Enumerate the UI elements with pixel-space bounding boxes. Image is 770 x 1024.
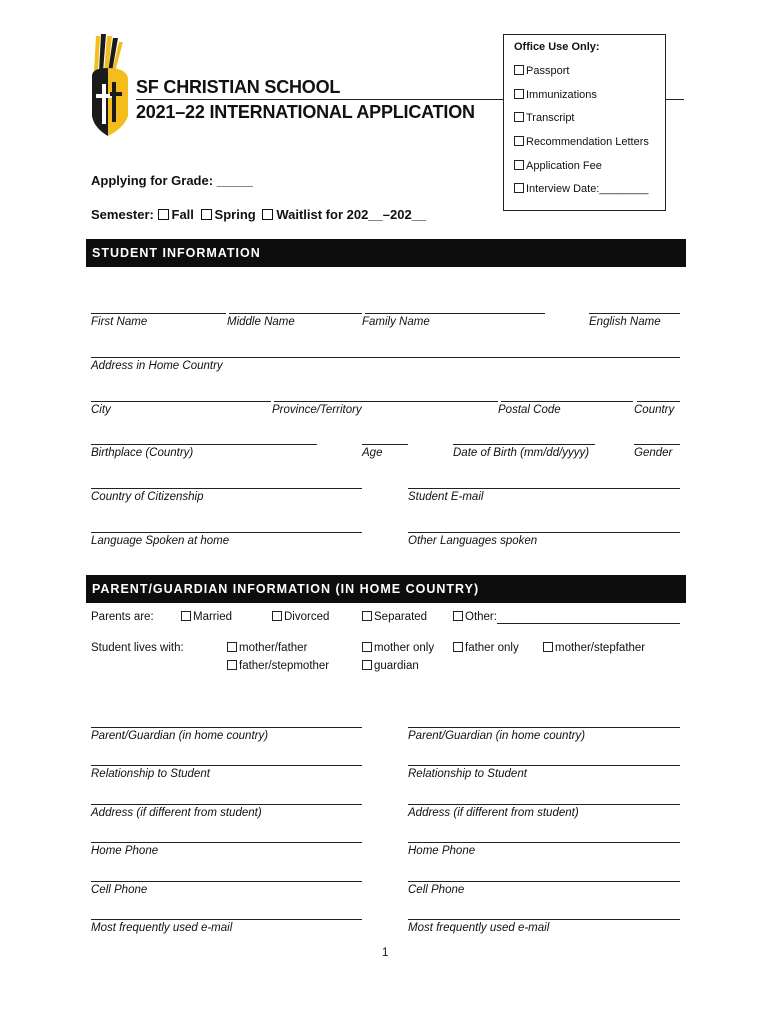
home-phone-2-label: Home Phone (408, 845, 476, 857)
guardian-address-1-label: Address (if different from student) (91, 807, 262, 819)
office-item-interview-date[interactable]: Interview Date:________ (514, 183, 648, 195)
option-divorced[interactable]: Divorced (272, 611, 329, 623)
postal-code-label: Postal Code (498, 404, 561, 416)
relationship-1-label: Relationship to Student (91, 768, 210, 780)
guardian-1-label: Parent/Guardian (in home country) (91, 730, 269, 742)
school-logo (88, 32, 134, 138)
english-name-label: English Name (589, 316, 661, 328)
checkbox-icon[interactable] (181, 611, 191, 621)
home-phone-1-field[interactable] (91, 842, 362, 843)
checkbox-icon[interactable] (362, 642, 372, 652)
dob-label: Date of Birth (mm/dd/yyyy) (453, 447, 590, 459)
checkbox-icon[interactable] (362, 611, 372, 621)
office-item-application-fee[interactable]: Application Fee (514, 160, 602, 172)
school-name: SF CHRISTIAN SCHOOL (136, 77, 341, 97)
guardian-address-2-field[interactable] (408, 804, 680, 805)
age-field[interactable] (362, 444, 408, 445)
home-address-label: Address in Home Country (91, 360, 223, 372)
middle-name-label: Middle Name (227, 316, 295, 328)
other-languages-field[interactable] (408, 532, 680, 533)
option-married[interactable]: Married (181, 611, 232, 623)
language-home-field[interactable] (91, 532, 362, 533)
first-name-field[interactable] (91, 313, 226, 314)
guardian-email-1-label: Most frequently used e-mail (91, 922, 233, 934)
cell-phone-2-label: Cell Phone (408, 884, 465, 896)
checkbox-icon[interactable] (514, 65, 524, 75)
option-other[interactable]: Other: (453, 611, 497, 623)
cell-phone-2-field[interactable] (408, 881, 680, 882)
guardian-email-2-label: Most frequently used e-mail (408, 922, 550, 934)
home-address-field[interactable] (91, 357, 680, 358)
home-phone-2-field[interactable] (408, 842, 680, 843)
checkbox-icon[interactable] (514, 89, 524, 99)
option-father-only[interactable]: father only (453, 642, 519, 654)
province-label: Province/Territory (272, 404, 362, 416)
office-use-box (503, 34, 666, 211)
checkbox-icon[interactable] (514, 183, 524, 193)
checkbox-icon[interactable] (227, 660, 237, 670)
option-mother-stepfather[interactable]: mother/stepfather (543, 642, 645, 654)
checkbox-icon[interactable] (272, 611, 282, 621)
cell-phone-1-field[interactable] (91, 881, 362, 882)
option-mother-father[interactable]: mother/father (227, 642, 307, 654)
guardian-address-1-field[interactable] (91, 804, 362, 805)
birthplace-label: Birthplace (Country) (91, 447, 194, 459)
checkbox-icon[interactable] (514, 160, 524, 170)
office-use-title: Office Use Only: (514, 41, 600, 53)
grade-label: Applying for Grade: _____ (91, 173, 253, 188)
city-field[interactable] (91, 401, 271, 402)
parent-section-header: PARENT/GUARDIAN INFORMATION (IN HOME COUNTRY) (86, 575, 686, 603)
middle-name-field[interactable] (229, 313, 362, 314)
checkbox-icon[interactable] (201, 209, 212, 220)
guardian-1-field[interactable] (91, 727, 362, 728)
office-item-recommendation[interactable]: Recommendation Letters (514, 136, 649, 148)
guardian-2-label: Parent/Guardian (in home country) (408, 730, 586, 742)
province-field[interactable] (274, 401, 498, 402)
option-father-stepmother[interactable]: father/stepmother (227, 660, 329, 672)
country-field[interactable] (637, 401, 680, 402)
citizenship-label: Country of Citizenship (91, 491, 204, 503)
checkbox-icon[interactable] (453, 611, 463, 621)
first-name-label: First Name (91, 316, 148, 328)
checkbox-icon[interactable] (543, 642, 553, 652)
guardian-email-2-field[interactable] (408, 919, 680, 920)
country-label: Country (634, 404, 675, 416)
checkbox-icon[interactable] (514, 136, 524, 146)
other-languages-label: Other Languages spoken (408, 535, 538, 547)
checkbox-icon[interactable] (453, 642, 463, 652)
guardian-address-2-label: Address (if different from student) (408, 807, 579, 819)
option-separated[interactable]: Separated (362, 611, 427, 623)
relationship-2-label: Relationship to Student (408, 768, 527, 780)
semester-fall[interactable]: Fall (158, 207, 194, 222)
application-title: 2021–22 INTERNATIONAL APPLICATION (136, 102, 475, 122)
other-status-field[interactable] (497, 623, 680, 624)
checkbox-icon[interactable] (227, 642, 237, 652)
dob-field[interactable] (453, 444, 595, 445)
checkbox-icon[interactable] (514, 112, 524, 122)
semester-label: Semester: (91, 207, 154, 222)
option-mother-only[interactable]: mother only (362, 642, 434, 654)
guardian-email-1-field[interactable] (91, 919, 362, 920)
postal-code-field[interactable] (501, 401, 633, 402)
semester-spring[interactable]: Spring (201, 207, 256, 222)
page-number: 1 (382, 947, 389, 959)
option-guardian[interactable]: guardian (362, 660, 419, 672)
office-item-transcript[interactable]: Transcript (514, 112, 575, 124)
city-label: City (91, 404, 111, 416)
guardian-2-field[interactable] (408, 727, 680, 728)
language-home-label: Language Spoken at home (91, 535, 230, 547)
checkbox-icon[interactable] (362, 660, 372, 670)
office-item-immunizations[interactable]: Immunizations (514, 89, 597, 101)
grade-field[interactable]: _____ (216, 173, 253, 188)
parents-are-label: Parents are: (91, 611, 154, 623)
english-name-field[interactable] (589, 313, 680, 314)
gender-label: Gender (634, 447, 673, 459)
student-email-label: Student E-mail (408, 491, 484, 503)
relationship-1-field[interactable] (91, 765, 362, 766)
gender-field[interactable] (634, 444, 680, 445)
cell-phone-1-label: Cell Phone (91, 884, 148, 896)
relationship-2-field[interactable] (408, 765, 680, 766)
family-name-field[interactable] (365, 313, 545, 314)
age-label: Age (362, 447, 383, 459)
family-name-label: Family Name (362, 316, 430, 328)
checkbox-icon[interactable] (158, 209, 169, 220)
semester-row (91, 207, 426, 222)
student-email-field[interactable] (408, 488, 680, 489)
knight-helmet-cross-icon (92, 34, 128, 136)
student-section-header: STUDENT INFORMATION (86, 239, 686, 267)
home-phone-1-label: Home Phone (91, 845, 159, 857)
office-item-passport[interactable]: Passport (514, 65, 569, 77)
birthplace-field[interactable] (91, 444, 317, 445)
semester-waitlist[interactable]: Waitlist for 202__–202__ (262, 207, 426, 222)
lives-with-label: Student lives with: (91, 642, 184, 654)
checkbox-icon[interactable] (262, 209, 273, 220)
citizenship-field[interactable] (91, 488, 362, 489)
